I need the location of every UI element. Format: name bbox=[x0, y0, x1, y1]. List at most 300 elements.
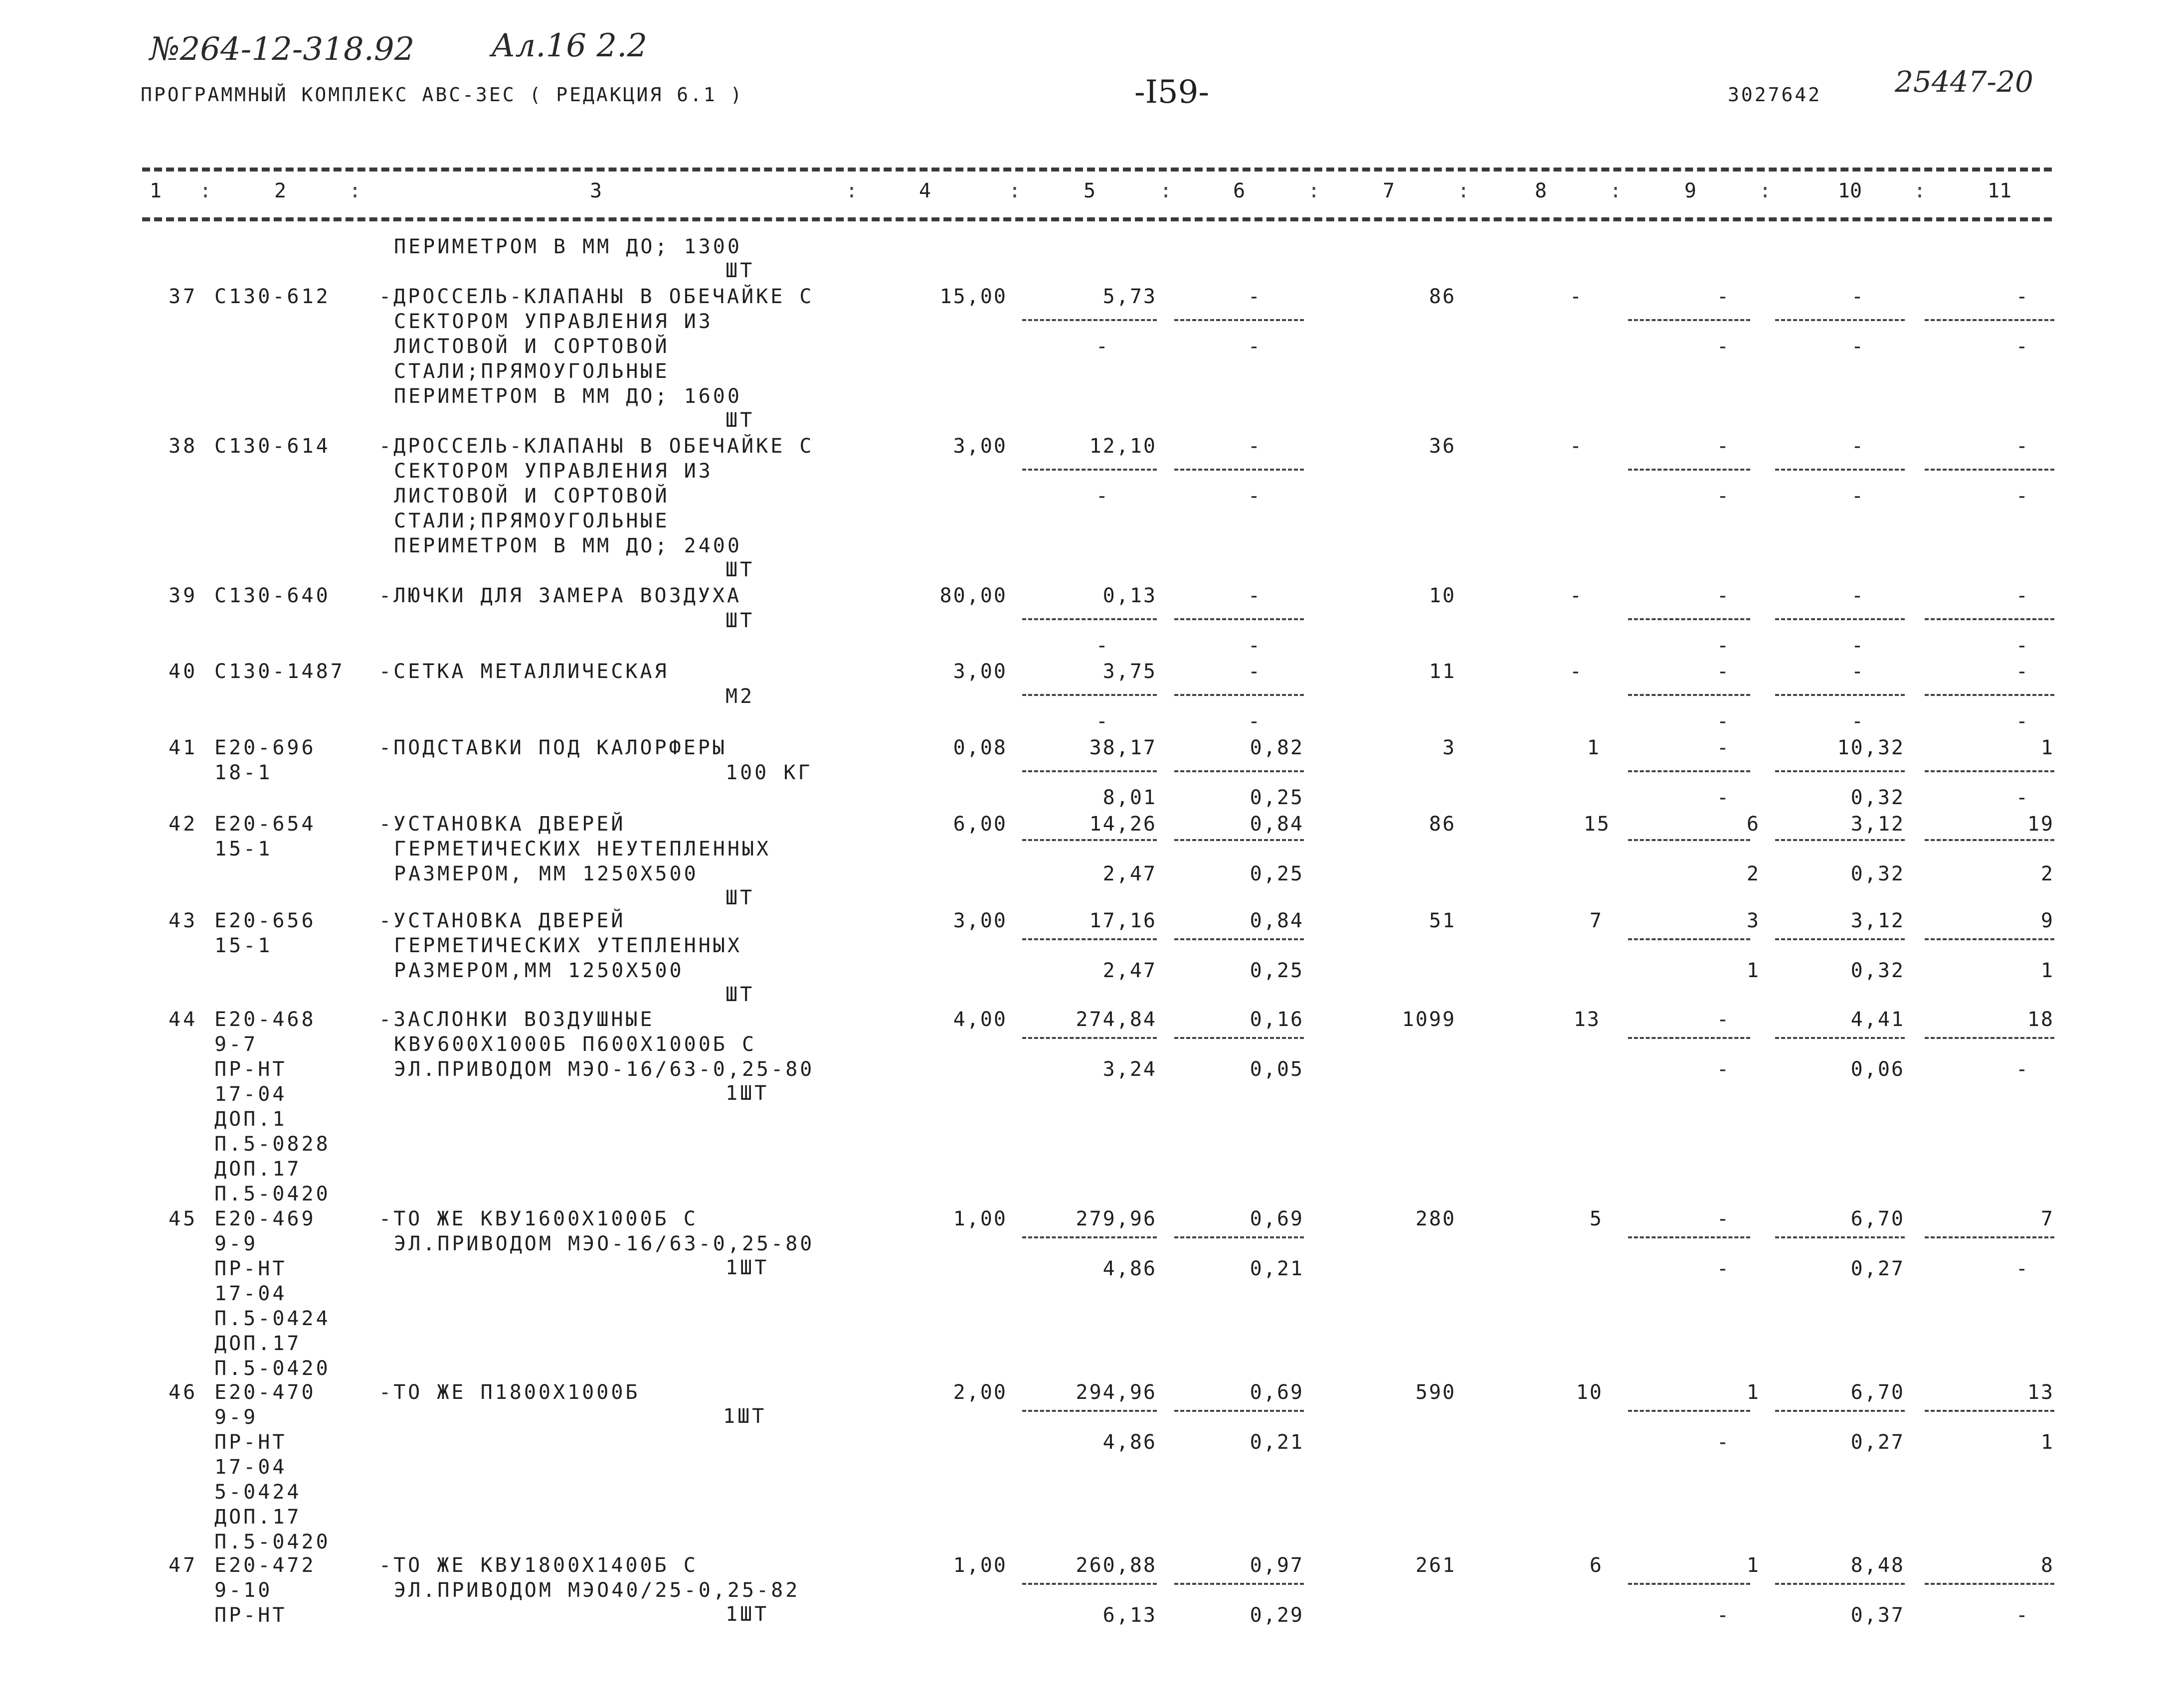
cell-qty: 3,00 bbox=[953, 435, 1007, 458]
row-unit: ШТ bbox=[726, 609, 755, 632]
col-num-11: 11 bbox=[1987, 179, 2012, 202]
cell-c7: 261 bbox=[1415, 1554, 1456, 1577]
cell-qty: 80,00 bbox=[939, 584, 1007, 607]
cell-c5b: 2,47 bbox=[1102, 862, 1157, 885]
cell-c11a: 19 bbox=[2027, 813, 2054, 836]
cell-divider bbox=[1925, 1236, 2054, 1238]
row-description: СТАЛИ;ПРЯМОУГОЛЬНЫЕ bbox=[394, 360, 670, 383]
row-unit: ШТ bbox=[726, 409, 755, 432]
row-unit: М2 bbox=[726, 685, 755, 708]
carryover-text: ПЕРИМЕТРОМ В ММ ДО; 1300 bbox=[394, 235, 742, 258]
cell-c8: 10 bbox=[1576, 1381, 1603, 1404]
cell-c7: 280 bbox=[1415, 1207, 1456, 1230]
row-description: ПЕРИМЕТРОМ В ММ ДО; 2400 bbox=[394, 534, 742, 557]
cell-divider bbox=[1022, 1410, 1157, 1412]
col-divider: : bbox=[1913, 179, 1926, 202]
cell-qty: 6,00 bbox=[953, 813, 1007, 836]
cell-c5b: 8,01 bbox=[1102, 786, 1157, 809]
cell-c7: 36 bbox=[1429, 435, 1456, 458]
cell-divider bbox=[1174, 1410, 1304, 1412]
col-num-3: 3 bbox=[589, 179, 602, 202]
cell-c6a: - bbox=[1248, 435, 1262, 458]
carryover-unit: ШТ bbox=[726, 259, 755, 282]
row-number: 44 bbox=[169, 1008, 198, 1031]
cell-c11b: 1 bbox=[2040, 959, 2054, 982]
row-unit: ШТ bbox=[726, 886, 755, 909]
cell-c10b: 0,32 bbox=[1850, 862, 1905, 885]
cell-c5b: 2,47 bbox=[1102, 959, 1157, 982]
cell-c9a: 1 bbox=[1746, 1381, 1760, 1404]
row-description: -УСТАНОВКА ДВЕРЕЙ bbox=[379, 813, 626, 836]
cell-c8: 1 bbox=[1587, 736, 1601, 759]
cell-divider bbox=[1174, 1037, 1304, 1039]
cell-c6b: - bbox=[1248, 335, 1262, 358]
cell-c7: 590 bbox=[1415, 1381, 1456, 1404]
cell-c9a: - bbox=[1716, 736, 1730, 759]
cell-qty: 3,00 bbox=[953, 660, 1007, 683]
cell-divider bbox=[1775, 1236, 1905, 1238]
col-num-5: 5 bbox=[1083, 179, 1096, 202]
cell-c6a: 0,84 bbox=[1250, 813, 1304, 836]
cell-c11a: - bbox=[2015, 660, 2029, 683]
cell-c9b: - bbox=[1716, 485, 1730, 508]
cell-c8: 15 bbox=[1583, 813, 1611, 836]
row-code: 9-7 bbox=[214, 1033, 258, 1056]
cell-c9a: - bbox=[1716, 660, 1730, 683]
cell-divider bbox=[1925, 1037, 2054, 1039]
col-num-1: 1 bbox=[149, 179, 162, 202]
row-description: -ЗАСЛОНКИ ВОЗДУШНЫЕ bbox=[379, 1008, 655, 1031]
col-divider: : bbox=[1759, 179, 1772, 202]
cell-c11b: 2 bbox=[2040, 862, 2054, 885]
cell-divider bbox=[1174, 770, 1304, 772]
cell-c9a: - bbox=[1716, 584, 1730, 607]
cell-c9a: - bbox=[1716, 1008, 1730, 1031]
row-code: П.5-0420 bbox=[214, 1357, 331, 1380]
cell-c7: 11 bbox=[1429, 660, 1456, 683]
cell-c8: - bbox=[1569, 584, 1583, 607]
cell-c11b: - bbox=[2015, 485, 2029, 508]
row-description: СЕКТОРОМ УПРАВЛЕНИЯ ИЗ bbox=[394, 460, 713, 483]
col-divider: : bbox=[199, 179, 212, 202]
row-code: П.5-0420 bbox=[214, 1183, 331, 1205]
cell-divider bbox=[1775, 469, 1905, 471]
col-divider: : bbox=[845, 179, 858, 202]
cell-c10a: 6,70 bbox=[1850, 1207, 1905, 1230]
cell-divider bbox=[1174, 319, 1304, 321]
cell-c6a: 0,69 bbox=[1250, 1207, 1304, 1230]
row-code: Е20-656 bbox=[214, 909, 316, 932]
cell-divider bbox=[1022, 694, 1157, 696]
cell-c6b: - bbox=[1248, 485, 1262, 508]
row-description: ГЕРМЕТИЧЕСКИХ УТЕПЛЕННЫХ bbox=[394, 934, 742, 957]
cell-c9b: - bbox=[1716, 786, 1730, 809]
cell-divider bbox=[1925, 694, 2054, 696]
cell-divider bbox=[1628, 770, 1750, 772]
row-code: 15-1 bbox=[214, 838, 273, 860]
cell-divider bbox=[1775, 1410, 1905, 1412]
cell-c10b: - bbox=[1851, 335, 1865, 358]
cell-c5b: - bbox=[1095, 335, 1109, 358]
cell-c11b: - bbox=[2015, 710, 2029, 733]
cell-c5b: - bbox=[1095, 634, 1109, 657]
col-divider: : bbox=[1008, 179, 1021, 202]
cell-divider bbox=[1925, 618, 2054, 620]
row-description: -ДРОССЕЛЬ-КЛАПАНЫ В ОБЕЧАЙКЕ С bbox=[379, 285, 814, 308]
cell-divider bbox=[1775, 1583, 1905, 1585]
cell-divider bbox=[1775, 618, 1905, 620]
cell-c11a: 8 bbox=[2040, 1554, 2054, 1577]
col-num-6: 6 bbox=[1233, 179, 1246, 202]
cell-divider bbox=[1925, 469, 2054, 471]
cell-divider bbox=[1174, 839, 1304, 841]
row-code: П.5-0828 bbox=[214, 1133, 331, 1156]
cell-c10a: - bbox=[1851, 435, 1865, 458]
row-code: ПР-НТ bbox=[214, 1058, 287, 1081]
row-code: Е20-654 bbox=[214, 813, 316, 836]
cell-divider bbox=[1775, 694, 1905, 696]
cell-c5a: 294,96 bbox=[1076, 1381, 1157, 1404]
cell-divider bbox=[1022, 469, 1157, 471]
cell-c6b: 0,21 bbox=[1250, 1431, 1304, 1454]
cell-c10a: 8,48 bbox=[1850, 1554, 1905, 1577]
row-code: Е20-468 bbox=[214, 1008, 316, 1031]
cell-divider bbox=[1775, 770, 1905, 772]
cell-divider bbox=[1628, 694, 1750, 696]
cell-c9b: - bbox=[1716, 634, 1730, 657]
row-code: 18-1 bbox=[214, 761, 273, 784]
cell-divider bbox=[1174, 694, 1304, 696]
column-number-row bbox=[0, 179, 2179, 209]
cell-c6a: 0,82 bbox=[1250, 736, 1304, 759]
row-unit: ШТ bbox=[726, 983, 755, 1006]
cell-c8: 5 bbox=[1589, 1207, 1603, 1230]
cell-c11b: 1 bbox=[2040, 1431, 2054, 1454]
row-number: 46 bbox=[169, 1381, 198, 1404]
cell-divider bbox=[1628, 1583, 1750, 1585]
cell-c5a: 12,10 bbox=[1089, 435, 1157, 458]
row-code: 9-9 bbox=[214, 1406, 258, 1429]
row-description: ЛИСТОВОЙ И СОРТОВОЙ bbox=[394, 485, 670, 508]
cell-c10a: 3,12 bbox=[1850, 909, 1905, 932]
row-number: 45 bbox=[169, 1207, 198, 1230]
cell-c11a: - bbox=[2015, 285, 2029, 308]
row-code: Е20-472 bbox=[214, 1554, 316, 1577]
cell-c6b: 0,29 bbox=[1250, 1604, 1304, 1627]
cell-c5b: - bbox=[1095, 710, 1109, 733]
row-code: ДОП.17 bbox=[214, 1158, 302, 1181]
cell-divider bbox=[1628, 1410, 1750, 1412]
cell-c10b: 0,32 bbox=[1850, 959, 1905, 982]
row-description: ЭЛ.ПРИВОДОМ МЭО-16/63-0,25-80 bbox=[394, 1232, 815, 1255]
cell-c5a: 0,13 bbox=[1102, 584, 1157, 607]
cell-c10a: 4,41 bbox=[1850, 1008, 1905, 1031]
col-divider: : bbox=[349, 179, 362, 202]
row-description: -ПОДСТАВКИ ПОД КАЛОРФЕРЫ bbox=[379, 736, 727, 759]
row-description: ЛИСТОВОЙ И СОРТОВОЙ bbox=[394, 335, 670, 358]
cell-c7: 1099 bbox=[1402, 1008, 1456, 1031]
cell-c5a: 17,16 bbox=[1089, 909, 1157, 932]
cell-c10b: 0,06 bbox=[1850, 1058, 1905, 1081]
cell-qty: 4,00 bbox=[953, 1008, 1007, 1031]
row-code: С130-612 bbox=[214, 285, 331, 308]
cell-c10b: 0,27 bbox=[1850, 1431, 1905, 1454]
cell-c8: - bbox=[1569, 660, 1583, 683]
row-code: П.5-0420 bbox=[214, 1531, 331, 1553]
cell-divider bbox=[1925, 770, 2054, 772]
cell-c8: 13 bbox=[1573, 1008, 1601, 1031]
cell-qty: 3,00 bbox=[953, 909, 1007, 932]
cell-c11a: 7 bbox=[2040, 1207, 2054, 1230]
row-description: СТАЛИ;ПРЯМОУГОЛЬНЫЕ bbox=[394, 510, 670, 532]
cell-divider bbox=[1628, 1037, 1750, 1039]
row-number: 38 bbox=[169, 435, 198, 458]
row-description: -ЛЮЧКИ ДЛЯ ЗАМЕРА ВОЗДУХА bbox=[379, 584, 742, 607]
cell-c5a: 260,88 bbox=[1076, 1554, 1157, 1577]
cell-c11b: - bbox=[2015, 1604, 2029, 1627]
cell-c9a: - bbox=[1716, 435, 1730, 458]
cell-c6a: 0,16 bbox=[1250, 1008, 1304, 1031]
cell-c7: 3 bbox=[1442, 736, 1456, 759]
row-description: РАЗМЕРОМ,ММ 1250Х500 bbox=[394, 959, 684, 982]
col-num-7: 7 bbox=[1382, 179, 1395, 202]
col-divider: : bbox=[1307, 179, 1320, 202]
col-num-9: 9 bbox=[1684, 179, 1697, 202]
cell-c6b: 0,05 bbox=[1250, 1058, 1304, 1081]
cell-c8: 6 bbox=[1589, 1554, 1603, 1577]
cell-divider bbox=[1628, 938, 1750, 940]
row-number: 37 bbox=[169, 285, 198, 308]
cell-divider bbox=[1628, 469, 1750, 471]
cell-c5a: 5,73 bbox=[1102, 285, 1157, 308]
cell-c6b: 0,25 bbox=[1250, 959, 1304, 982]
cell-qty: 1,00 bbox=[953, 1207, 1007, 1230]
cell-divider bbox=[1628, 618, 1750, 620]
row-code: С130-614 bbox=[214, 435, 331, 458]
cell-c7: 51 bbox=[1429, 909, 1456, 932]
row-unit: 100 КГ bbox=[726, 761, 813, 784]
cell-c10b: 0,32 bbox=[1850, 786, 1905, 809]
cell-divider bbox=[1022, 1236, 1157, 1238]
row-code: П.5-0424 bbox=[214, 1307, 331, 1330]
row-number: 42 bbox=[169, 813, 198, 836]
cell-divider bbox=[1174, 618, 1304, 620]
cell-c9a: 3 bbox=[1746, 909, 1760, 932]
cell-divider bbox=[1775, 319, 1905, 321]
cell-c11b: - bbox=[2015, 786, 2029, 809]
cell-c11a: 18 bbox=[2027, 1008, 2054, 1031]
cell-c10b: - bbox=[1851, 485, 1865, 508]
doc-code: 3027642 bbox=[1728, 84, 1822, 106]
cell-qty: 0,08 bbox=[953, 736, 1007, 759]
cell-c9b: 1 bbox=[1746, 959, 1760, 982]
row-number: 47 bbox=[169, 1554, 198, 1577]
cell-c7: 86 bbox=[1429, 285, 1456, 308]
cell-c11a: - bbox=[2015, 584, 2029, 607]
cell-c9b: - bbox=[1716, 335, 1730, 358]
row-code: ДОП.1 bbox=[214, 1108, 287, 1131]
cell-c11b: - bbox=[2015, 1058, 2029, 1081]
cell-c6a: - bbox=[1248, 660, 1262, 683]
row-description: СЕКТОРОМ УПРАВЛЕНИЯ ИЗ bbox=[394, 310, 713, 333]
cell-divider bbox=[1022, 770, 1157, 772]
row-code: Е20-469 bbox=[214, 1207, 316, 1230]
cell-c7: 86 bbox=[1429, 813, 1456, 836]
cell-c5a: 3,75 bbox=[1102, 660, 1157, 683]
cell-c6b: 0,25 bbox=[1250, 786, 1304, 809]
cell-c11b: - bbox=[2015, 335, 2029, 358]
cell-divider bbox=[1925, 938, 2054, 940]
handwritten-sheet-ref: Ал.16 2.2 bbox=[491, 27, 648, 64]
row-description: -СЕТКА МЕТАЛЛИЧЕСКАЯ bbox=[379, 660, 669, 683]
row-description: -ДРОССЕЛЬ-КЛАПАНЫ В ОБЕЧАЙКЕ С bbox=[379, 435, 814, 458]
cell-c8: - bbox=[1569, 285, 1583, 308]
cell-c5b: - bbox=[1095, 485, 1109, 508]
cell-c5b: 6,13 bbox=[1102, 1604, 1157, 1627]
cell-c5b: 3,24 bbox=[1102, 1058, 1157, 1081]
cell-divider bbox=[1174, 938, 1304, 940]
cell-c9b: - bbox=[1716, 1604, 1730, 1627]
row-code: 5-0424 bbox=[214, 1481, 302, 1504]
row-code: С130-1487 bbox=[214, 660, 345, 683]
row-unit: 1ШТ bbox=[726, 1256, 769, 1279]
cell-c5b: 4,86 bbox=[1102, 1431, 1157, 1454]
cell-c9b: - bbox=[1716, 1257, 1730, 1280]
handwritten-doc-number: №264-12-318.92 bbox=[150, 31, 415, 68]
row-code: 9-9 bbox=[214, 1232, 258, 1255]
row-description: ЭЛ.ПРИВОДОМ МЭО40/25-0,25-82 bbox=[394, 1579, 800, 1602]
page-number: -I59- bbox=[1134, 74, 1209, 111]
cell-divider bbox=[1628, 1236, 1750, 1238]
cell-c5a: 274,84 bbox=[1076, 1008, 1157, 1031]
row-description: -ТО ЖЕ КВУ1800Х1400Б С bbox=[379, 1554, 698, 1577]
cell-c6a: 0,97 bbox=[1250, 1554, 1304, 1577]
row-description: РАЗМЕРОМ, ММ 1250Х500 bbox=[394, 862, 699, 885]
col-num-10: 10 bbox=[1837, 179, 1862, 202]
row-code: 9-10 bbox=[214, 1579, 273, 1602]
cell-c10a: - bbox=[1851, 584, 1865, 607]
row-description: -ТО ЖЕ П1800Х1000Б bbox=[379, 1381, 640, 1404]
cell-divider bbox=[1174, 1583, 1304, 1585]
program-line: ПРОГРАММНЫЙ КОМПЛЕКС АВС-3ЕС ( РЕДАКЦИЯ 6.1 ) bbox=[141, 84, 744, 106]
row-code: С130-640 bbox=[214, 584, 331, 607]
cell-divider bbox=[1925, 1583, 2054, 1585]
row-unit: 1ШТ bbox=[726, 1082, 769, 1105]
row-code: ПР-НТ bbox=[214, 1257, 287, 1280]
cell-divider bbox=[1775, 938, 1905, 940]
cell-c10a: 6,70 bbox=[1850, 1381, 1905, 1404]
row-number: 40 bbox=[169, 660, 198, 683]
row-code: ДОП.17 bbox=[214, 1506, 302, 1529]
cell-c10b: 0,37 bbox=[1850, 1604, 1905, 1627]
row-number: 39 bbox=[169, 584, 198, 607]
row-code: Е20-696 bbox=[214, 736, 316, 759]
cell-c9b: - bbox=[1716, 710, 1730, 733]
cell-c9b: - bbox=[1716, 1431, 1730, 1454]
cell-c5a: 38,17 bbox=[1089, 736, 1157, 759]
cell-c9a: 1 bbox=[1746, 1554, 1760, 1577]
cell-divider bbox=[1174, 1236, 1304, 1238]
cell-c5a: 279,96 bbox=[1076, 1207, 1157, 1230]
cell-c8: - bbox=[1569, 435, 1583, 458]
cell-c6b: - bbox=[1248, 634, 1262, 657]
cell-c10b: 0,27 bbox=[1850, 1257, 1905, 1280]
cell-c8: 7 bbox=[1589, 909, 1603, 932]
row-code: ДОП.17 bbox=[214, 1332, 302, 1355]
cell-divider bbox=[1925, 319, 2054, 321]
row-code: Е20-470 bbox=[214, 1381, 316, 1404]
cell-divider bbox=[1925, 839, 2054, 841]
cell-c6a: - bbox=[1248, 584, 1262, 607]
cell-divider bbox=[1022, 938, 1157, 940]
top-separator bbox=[142, 168, 2052, 171]
cell-c10a: - bbox=[1851, 660, 1865, 683]
cell-c11a: 1 bbox=[2040, 736, 2054, 759]
col-num-4: 4 bbox=[918, 179, 931, 202]
cell-c10b: - bbox=[1851, 634, 1865, 657]
cell-c5b: 4,86 bbox=[1102, 1257, 1157, 1280]
cell-c11b: - bbox=[2015, 1257, 2029, 1280]
handwritten-code: 25447-20 bbox=[1895, 65, 2033, 99]
cell-divider bbox=[1022, 319, 1157, 321]
row-code: ПР-НТ bbox=[214, 1604, 287, 1627]
cell-c10a: 10,32 bbox=[1837, 736, 1905, 759]
cell-divider bbox=[1775, 839, 1905, 841]
cell-qty: 2,00 bbox=[953, 1381, 1007, 1404]
row-code: 17-04 bbox=[214, 1083, 287, 1106]
row-code: ПР-НТ bbox=[214, 1431, 287, 1454]
cell-divider bbox=[1628, 839, 1750, 841]
cell-divider bbox=[1022, 839, 1157, 841]
row-unit: ШТ bbox=[726, 558, 755, 581]
cell-c6a: - bbox=[1248, 285, 1262, 308]
row-description: ЭЛ.ПРИВОДОМ МЭО-16/63-0,25-80 bbox=[394, 1058, 815, 1081]
cell-c9a: - bbox=[1716, 1207, 1730, 1230]
cell-c10a: 3,12 bbox=[1850, 813, 1905, 836]
row-description: -УСТАНОВКА ДВЕРЕЙ bbox=[379, 909, 626, 932]
cell-c6b: - bbox=[1248, 710, 1262, 733]
cell-c6a: 0,84 bbox=[1250, 909, 1304, 932]
mid-separator bbox=[142, 217, 2052, 221]
cell-divider bbox=[1022, 1037, 1157, 1039]
row-unit: 1ШТ bbox=[726, 1603, 769, 1626]
col-divider: : bbox=[1457, 179, 1470, 202]
cell-divider bbox=[1022, 618, 1157, 620]
row-number: 41 bbox=[169, 736, 198, 759]
cell-c6b: 0,25 bbox=[1250, 862, 1304, 885]
cell-qty: 1,00 bbox=[953, 1554, 1007, 1577]
cell-c10a: - bbox=[1851, 285, 1865, 308]
row-unit: 1ШТ bbox=[723, 1405, 767, 1428]
row-description: ГЕРМЕТИЧЕСКИХ НЕУТЕПЛЕННЫХ bbox=[394, 838, 771, 860]
cell-qty: 15,00 bbox=[939, 285, 1007, 308]
cell-c9b: 2 bbox=[1746, 862, 1760, 885]
col-divider: : bbox=[1609, 179, 1622, 202]
cell-c9b: - bbox=[1716, 1058, 1730, 1081]
row-description: КВУ600Х1000Б П600Х1000Б С bbox=[394, 1033, 757, 1056]
cell-divider bbox=[1628, 319, 1750, 321]
cell-c7: 10 bbox=[1429, 584, 1456, 607]
cell-divider bbox=[1925, 1410, 2054, 1412]
cell-c10b: - bbox=[1851, 710, 1865, 733]
cell-c6a: 0,69 bbox=[1250, 1381, 1304, 1404]
row-description: -ТО ЖЕ КВУ1600Х1000Б С bbox=[379, 1207, 698, 1230]
row-code: 15-1 bbox=[214, 934, 273, 957]
cell-c6b: 0,21 bbox=[1250, 1257, 1304, 1280]
col-num-2: 2 bbox=[274, 179, 287, 202]
row-code: 17-04 bbox=[214, 1282, 287, 1305]
cell-c9a: - bbox=[1716, 285, 1730, 308]
